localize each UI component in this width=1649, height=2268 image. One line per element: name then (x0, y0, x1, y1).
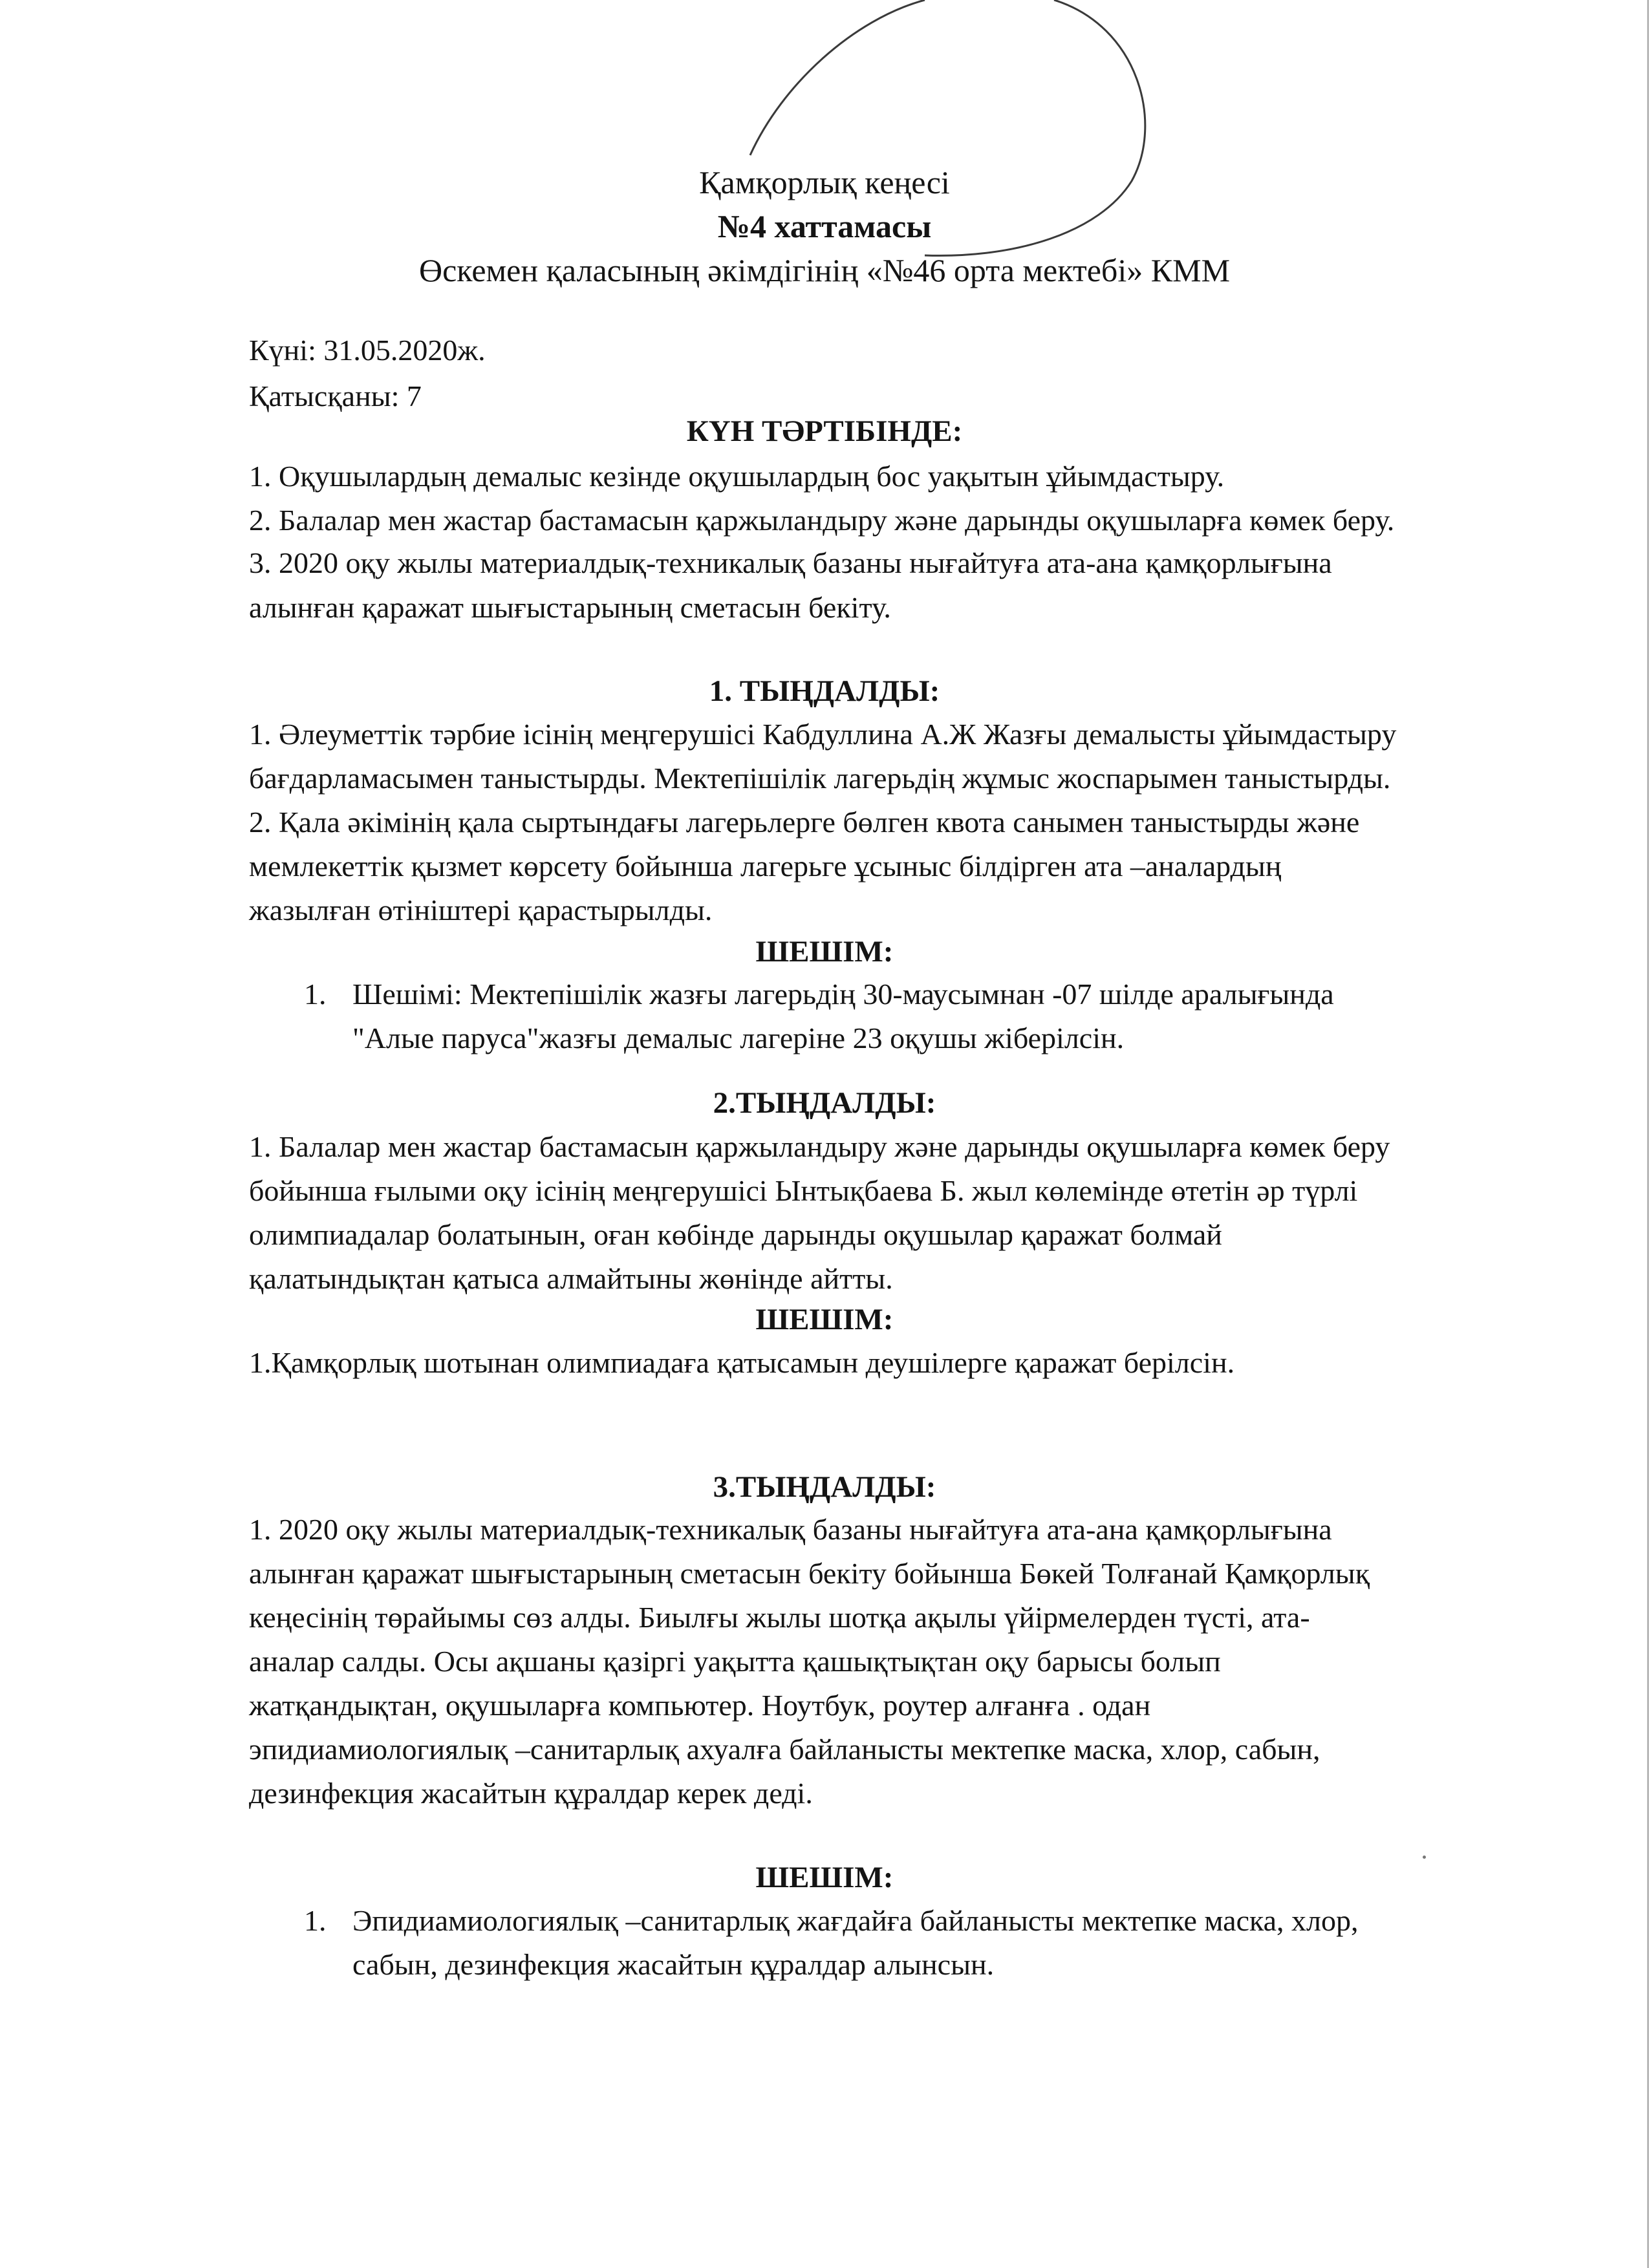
section2-heading: 2.ТЫҢДАЛДЫ: (713, 1086, 936, 1120)
agenda-item: алынған қаражат шығыстарының сметасын бекіту. (249, 591, 891, 624)
section1-heading: 1. ТЫҢДАЛДЫ: (709, 674, 940, 708)
section3-decision-text: сабын, дезинфекция жасайтын құралдар алынсын. (352, 1948, 995, 1981)
section3-decision-heading: ШЕШІМ: (755, 1861, 894, 1894)
attendance-count: Қатысқаны: 7 (249, 380, 422, 412)
section3-text: 1. 2020 оқу жылы материалдық-техникалық базаны нығайтуға ата-ана қамқорлығына (249, 1513, 1332, 1546)
section1-decision-heading: ШЕШІМ: (755, 935, 894, 968)
section3-text: кеңесінің төрайымы сөз алды. Биылғы жылы шотқа ақылы үйірмелерден түсті, ата- (249, 1601, 1310, 1634)
council-title: Қамқорлық кеңесі (699, 164, 950, 200)
section2-text: қалатындықтан қатыса алмайтыны жөнінде айтты. (249, 1262, 893, 1295)
section1-decision-text: "Алые паруса"жазғы демалыс лагеріне 23 оқушы жіберілсін. (352, 1022, 1125, 1054)
section2-decision-text: 1.Қамқорлық шотынан олимпиадаға қатысамын деушілерге қаражат берілсін. (249, 1346, 1235, 1379)
section1-text: мемлекеттік қызмет көрсету бойынша лагерьге ұсыныс білдірген ата –аналардың (249, 850, 1282, 883)
meeting-date: Күні: 31.05.2020ж. (249, 334, 486, 367)
agenda-item: 2. Балалар мен жастар бастамасын қаржыландыру және дарынды оқушыларға көмек беру. (249, 504, 1395, 537)
section1-text: 2. Қала әкімінің қала сыртындағы лагерьлерге бөлген квота санымен таныстырды және (249, 806, 1360, 839)
agenda-item: 1. Оқушылардың демалыс кезінде оқушылардың бос уақытын ұйымдастыру. (249, 460, 1225, 493)
section2-text: бойынша ғылыми оқу ісінің меңгерушісі Ынтықбаева Б. жыл көлемінде өтетін әр түрлі (249, 1174, 1358, 1207)
section2-text: 1. Балалар мен жастар бастамасын қаржыландыру және дарынды оқушыларға көмек беру (249, 1130, 1390, 1163)
section1-text: бағдарламасымен таныстырды. Мектепішілік лагерьдің жұмыс жоспарымен таныстырды. (249, 762, 1391, 795)
section1-text: 1. Әлеуметтік тәрбие ісінің меңгерушісі Кабдуллина А.Ж Жазғы демалысты ұйымдастыру (249, 718, 1397, 751)
protocol-number: №4 хаттамасы (717, 208, 932, 244)
agenda-heading: КҮН ТӘРТІБІНДЕ: (686, 414, 963, 448)
section3-decision-text: Эпидиамиологиялық –санитарлық жағдайға байланысты мектепке маска, хлор, (352, 1904, 1359, 1937)
section2-decision-heading: ШЕШІМ: (755, 1303, 894, 1336)
section3-text: эпидиамиологиялық –санитарлық ахуалға байланысты мектепке маска, хлор, сабын, (249, 1733, 1320, 1766)
section2-text: олимпиадалар болатынын, оған көбінде дарынды оқушылар қаражат болмай (249, 1218, 1222, 1251)
section3-text: дезинфекция жасайтын құралдар керек деді. (249, 1777, 813, 1810)
section1-text: жазылған өтініштері қарастырылды. (249, 893, 713, 926)
school-name: Өскемен қаласының әкімдігінің «№46 орта мектебі» КММ (418, 252, 1231, 288)
section3-text: алынған қаражат шығыстарының сметасын бекіту бойынша Бөкей Толғанай Қамқорлық (249, 1557, 1370, 1590)
section3-text: жатқандықтан, оқушыларға компьютер. Ноутбук, роутер алғанға . одан (249, 1689, 1151, 1722)
agenda-item: 3. 2020 оқу жылы материалдық-техникалық базаны нығайтуға ата-ана қамқорлығына (249, 546, 1332, 579)
section3-text: аналар салды. Осы ақшаны қазіргі уақытта қашықтықтан оқу барысы болып (249, 1645, 1221, 1678)
section1-decision-number: 1. (304, 978, 327, 1011)
section3-heading: 3.ТЫҢДАЛДЫ: (713, 1470, 936, 1504)
section3-decision-number: 1. (304, 1904, 327, 1937)
section1-decision-text: Шешімі: Мектепішілік жазғы лагерьдің 30-маусымнан -07 шілде аралығында (352, 978, 1334, 1011)
